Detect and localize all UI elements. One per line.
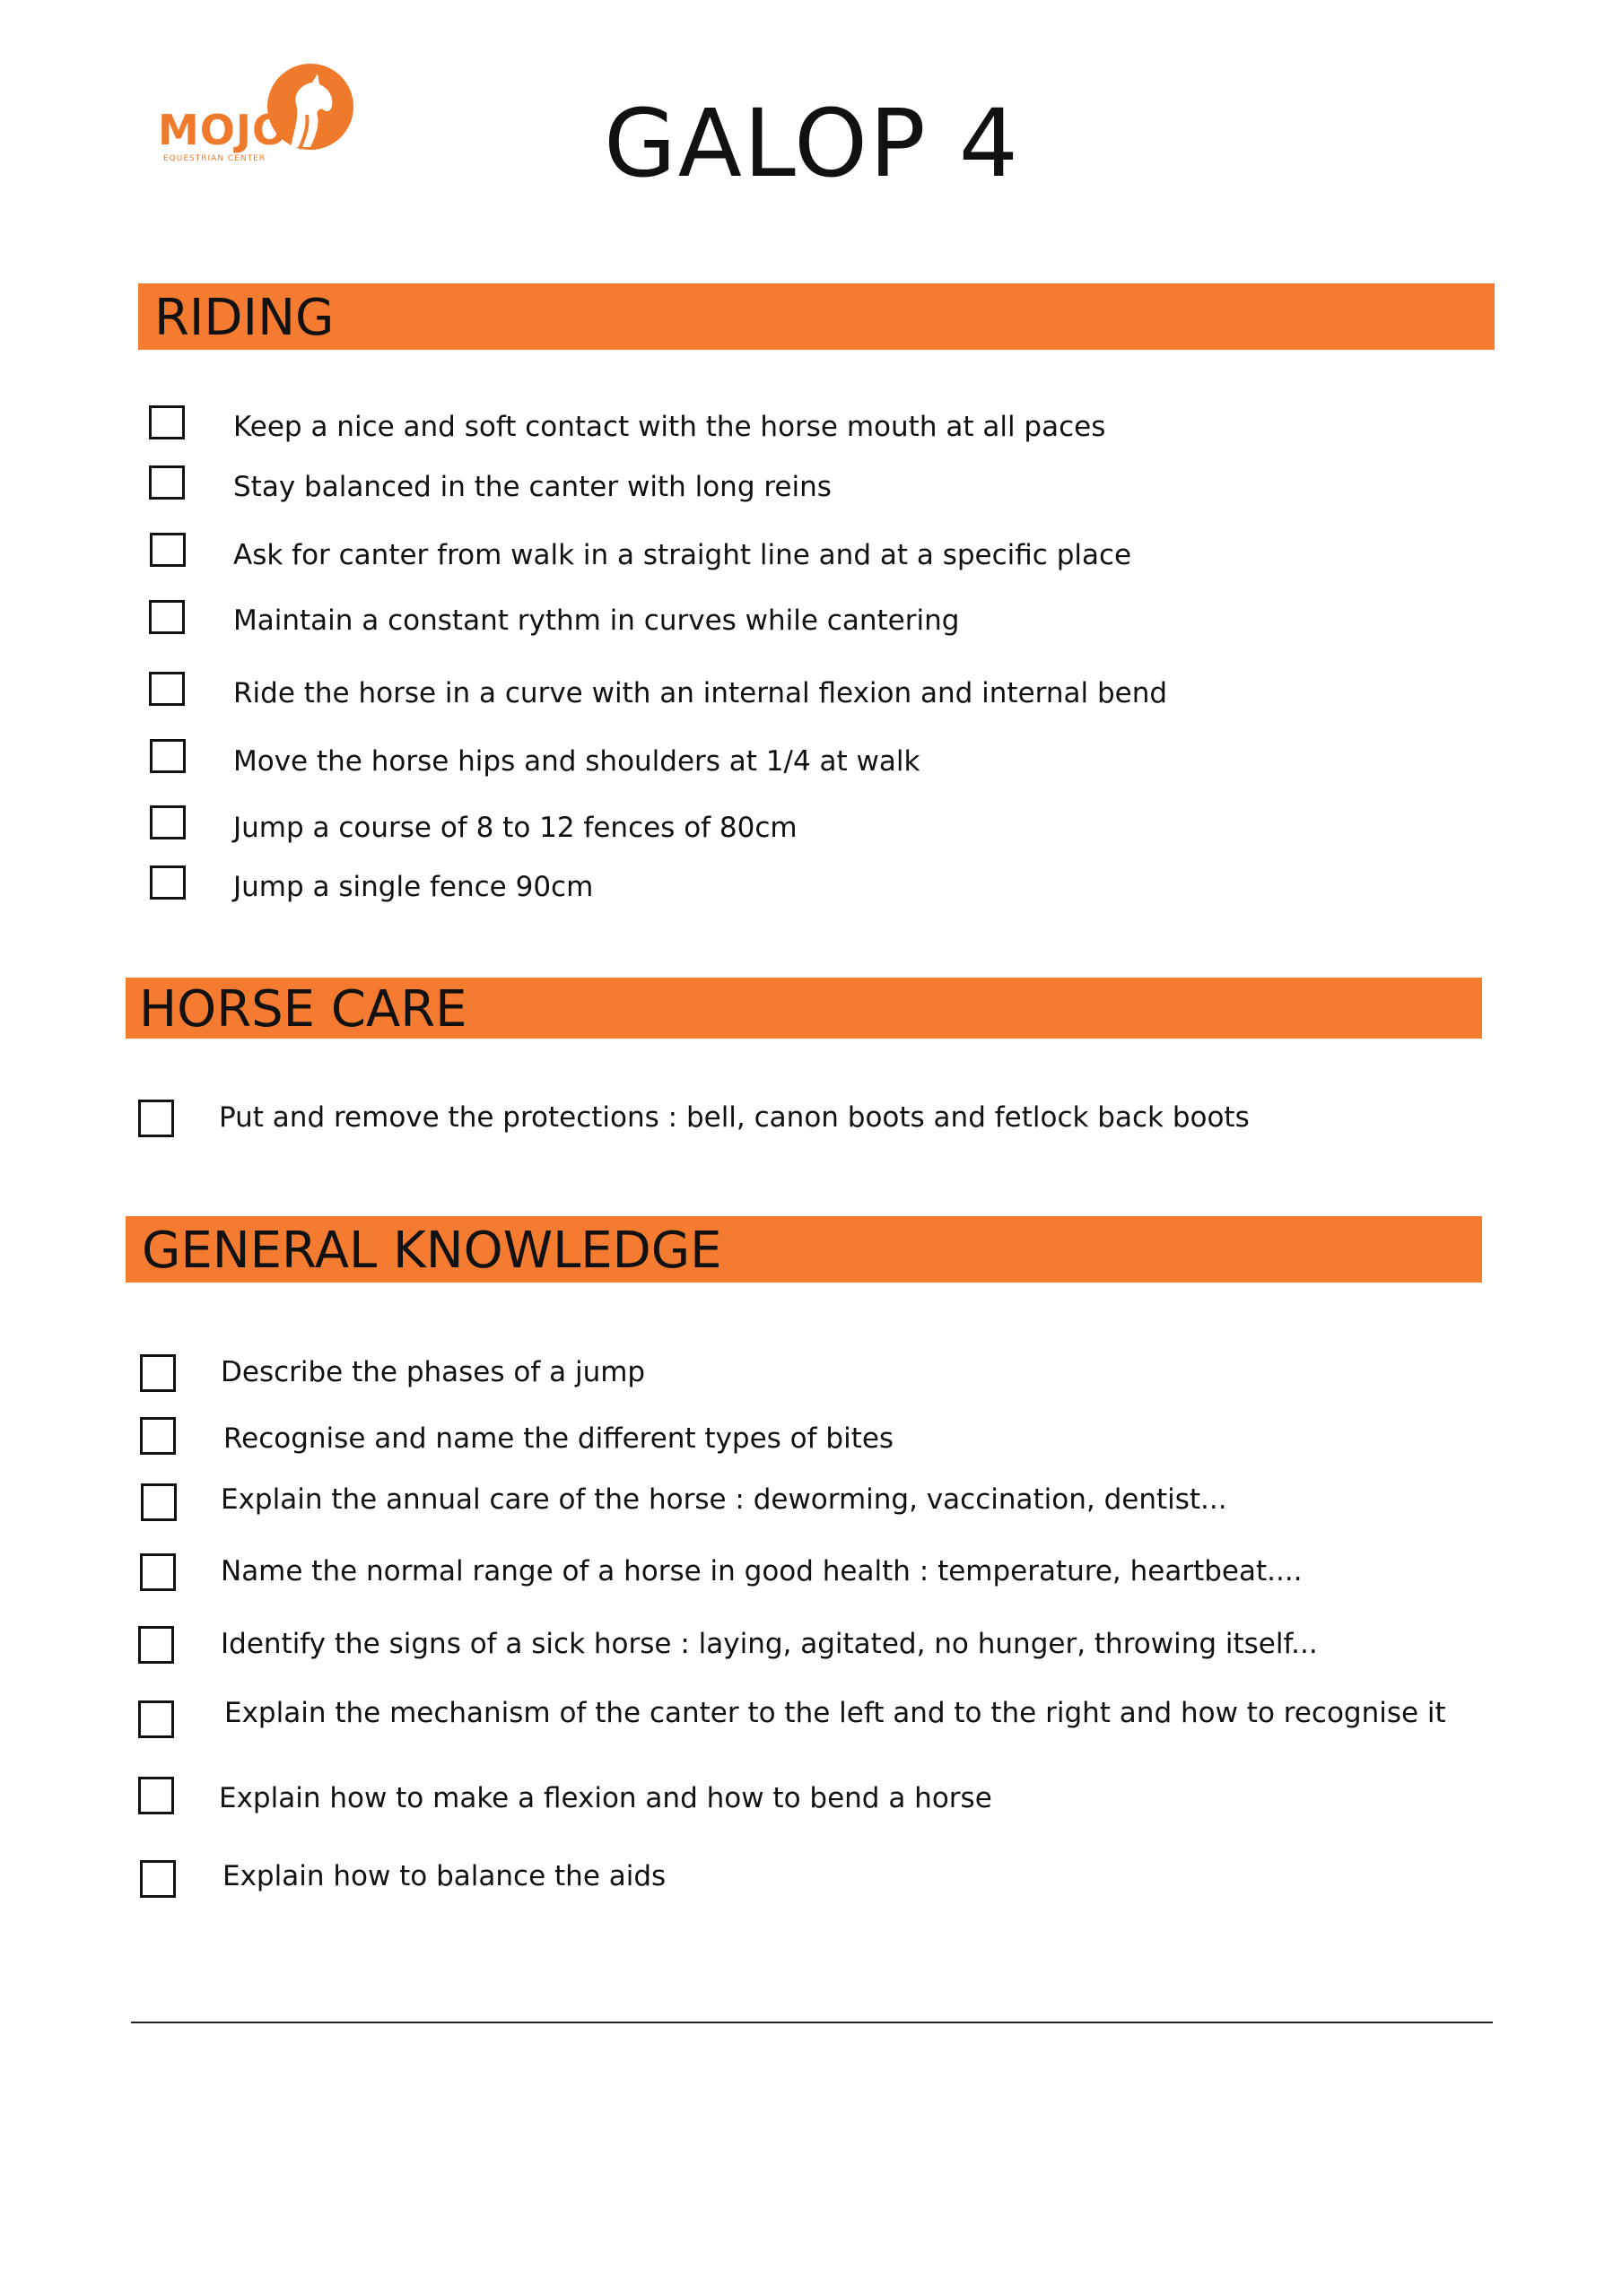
checkbox[interactable]: [150, 865, 186, 900]
page-title: GALOP 4: [604, 89, 1020, 198]
checkbox[interactable]: [140, 1417, 176, 1455]
item-label: Ask for canter from walk in a straight line and at a specific place: [233, 539, 1132, 571]
item-label: Identify the signs of a sick horse : laying, agitated, no hunger, throwing itself...: [221, 1628, 1318, 1660]
section-heading-horse-care: HORSE CARE: [126, 978, 1482, 1039]
list-item: [138, 1777, 1484, 1816]
checkbox[interactable]: [149, 600, 185, 634]
checkbox[interactable]: [149, 672, 185, 706]
checkbox[interactable]: [150, 805, 186, 839]
checkbox[interactable]: [149, 465, 185, 500]
checkbox[interactable]: [138, 1700, 174, 1738]
logo-subtitle: EQUESTRIAN CENTER: [163, 154, 266, 163]
list-item: [138, 1697, 1484, 1740]
item-label: Explain how to make a flexion and how to bend a horse: [219, 1782, 992, 1814]
checkbox[interactable]: [138, 1626, 174, 1664]
checkbox[interactable]: [141, 1483, 177, 1521]
list-item: [150, 865, 1406, 905]
item-label: Recognise and name the different types of bites: [223, 1422, 894, 1455]
list-item: [150, 739, 1406, 778]
checkbox[interactable]: [140, 1553, 176, 1591]
logo-wordmark: MOJO: [158, 106, 289, 154]
list-item: [149, 600, 1405, 639]
footer-divider: [131, 2022, 1493, 2023]
item-label: Jump a course of 8 to 12 fences of 80cm: [233, 812, 798, 844]
list-item: [141, 1483, 1487, 1523]
item-label: Explain the mechanism of the canter to the left and to the right and how to recognise it: [224, 1697, 1446, 1729]
section-heading-riding: RIDING: [138, 283, 1495, 350]
checkbox[interactable]: [140, 1354, 176, 1392]
item-label: Keep a nice and soft contact with the horse mouth at all paces: [233, 411, 1106, 443]
list-item: [140, 1417, 1486, 1457]
item-label: Put and remove the protections : bell, canon boots and fetlock back boots: [219, 1101, 1250, 1134]
item-label: Move the horse hips and shoulders at 1/4 at walk: [233, 745, 920, 778]
checkbox[interactable]: [138, 1777, 174, 1814]
item-label: Describe the phases of a jump: [221, 1356, 646, 1388]
list-item: [150, 805, 1406, 845]
item-label: Stay balanced in the canter with long reins: [233, 471, 832, 503]
list-item: [150, 533, 1406, 572]
checkbox[interactable]: [140, 1860, 176, 1898]
list-item: [140, 1354, 1486, 1394]
checkbox[interactable]: [138, 1100, 174, 1137]
checkbox[interactable]: [150, 739, 186, 773]
item-label: Maintain a constant rythm in curves while cantering: [233, 604, 960, 637]
section-heading-general-knowledge: GENERAL KNOWLEDGE: [126, 1216, 1482, 1283]
list-item: [140, 1860, 1486, 1900]
item-label: Explain the annual care of the horse : deworming, vaccination, dentist...: [221, 1483, 1227, 1516]
list-item: [149, 405, 1405, 445]
list-item: [138, 1626, 1484, 1665]
item-label: Jump a single fence 90cm: [233, 871, 594, 903]
item-label: Ride the horse in a curve with an internal flexion and internal bend: [233, 677, 1168, 709]
checkbox[interactable]: [150, 533, 186, 567]
list-item: [138, 1100, 1484, 1139]
list-item: [149, 465, 1405, 505]
item-label: Explain how to balance the aids: [222, 1860, 667, 1892]
item-label: Name the normal range of a horse in good health : temperature, heartbeat....: [221, 1555, 1303, 1587]
checkbox[interactable]: [149, 405, 185, 439]
list-item: [149, 672, 1405, 711]
list-item: [140, 1553, 1486, 1593]
